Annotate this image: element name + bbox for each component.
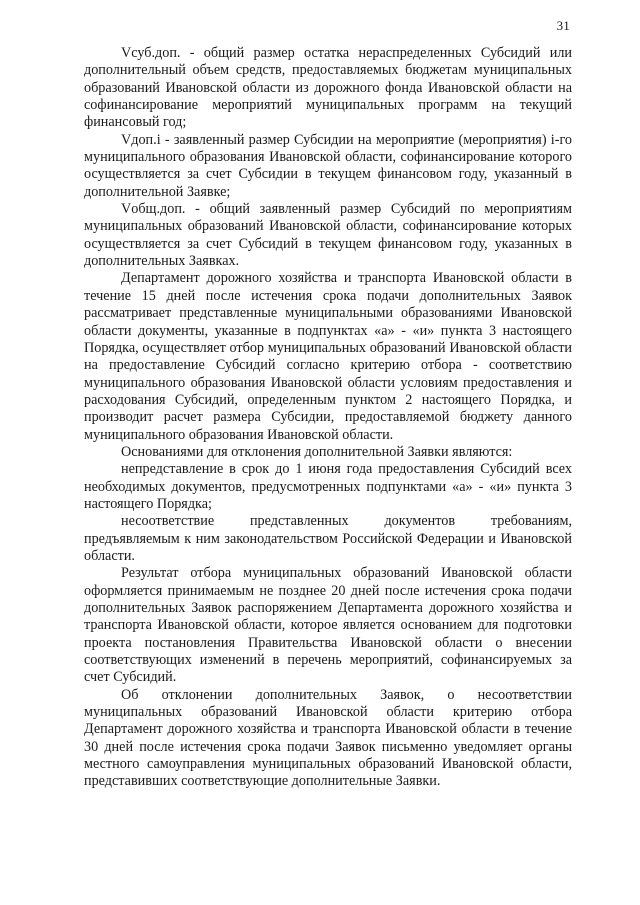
paragraph-rejection-ground-2: несоответствие представленных документов требованиям, предъявляемым к ним законодательством Российской Федерации и Ивановской области.	[84, 513, 572, 564]
page-number: 31	[556, 18, 570, 33]
paragraph-selection-result: Результат отбора муниципальных образований Ивановской области оформляется принимаемым не позднее 20 дней после истечения срока подачи дополнительных Заявок распоряжением Департамента дорожного хозяйства и транспорта Ивановской области, которое является основанием для подготовки проекта постановления Правительства Ивановской области о внесении соответствующих изменений в перечень мероприятий, софинансируемых за счет Субсидий.	[84, 565, 572, 686]
paragraph-department-review: Департамент дорожного хозяйства и транспорта Ивановской области в течение 15 дней после истечения срока подачи дополнительных Заявок рассматривает представленные муниципальными образованиями Ивановской области документы, указанные в подпунктах «а» - «и» пункта 3 настоящего Порядка, осуществляет отбор муниципальных образований Ивановской области на предоставление Субсидий согласно критерию отбора - соответствию муниципального образования Ивановской области условиям предоставления и расходования Субсидий, определенным пунктом 2 настоящего Порядка, и производит расчет размера Субсидии, предоставляемой бюджету данного муниципального образования Ивановской области.	[84, 270, 572, 443]
paragraph-rejection-ground-1: непредставление в срок до 1 июня года предоставления Субсидий всех необходимых документов, предусмотренных подпунктами «а» - «и» пункта 3 настоящего Порядка;	[84, 461, 572, 512]
paragraph-v-dop-i: Vдоп.i - заявленный размер Субсидии на мероприятие (мероприятия) i-го муниципального образования Ивановской области, софинансирование которого осуществляется за счет Субсидии в текущем финансовом году, указанный в дополнительной Заявке;	[84, 131, 572, 200]
paragraph-rejection-grounds-intro: Основаниями для отклонения дополнительной Заявки являются:	[121, 443, 513, 460]
paragraph-rejection-notice: Об отклонении дополнительных Заявок, о несоответствии муниципальных образований Ивановской области критерию отбора Департамент дорожного хозяйства и транспорта Ивановской области в течение 30 дней после истечения срока подачи Заявок письменно уведомляет органы местного самоуправления муниципальных образований Ивановской области, представивших соответствующие дополнительные Заявки.	[84, 686, 572, 790]
paragraph-v-obshch-dop: Vобщ.доп. - общий заявленный размер Субсидий по мероприятиям муниципальных образований Ивановской области, софинансирование которых осуществляется за счет Субсидий в текущем финансовом году, указанных в дополнительных Заявках.	[84, 201, 572, 270]
document-body	[84, 45, 572, 791]
paragraph-v-sub-dop: Vсуб.доп. - общий размер остатка нераспределенных Субсидий или дополнительный объем средств, предоставляемых бюджетам муниципальных образований Ивановской области из дорожного фонда Ивановской области на софинансирование мероприятий муниципальных программ на текущий финансовый год;	[84, 45, 572, 131]
